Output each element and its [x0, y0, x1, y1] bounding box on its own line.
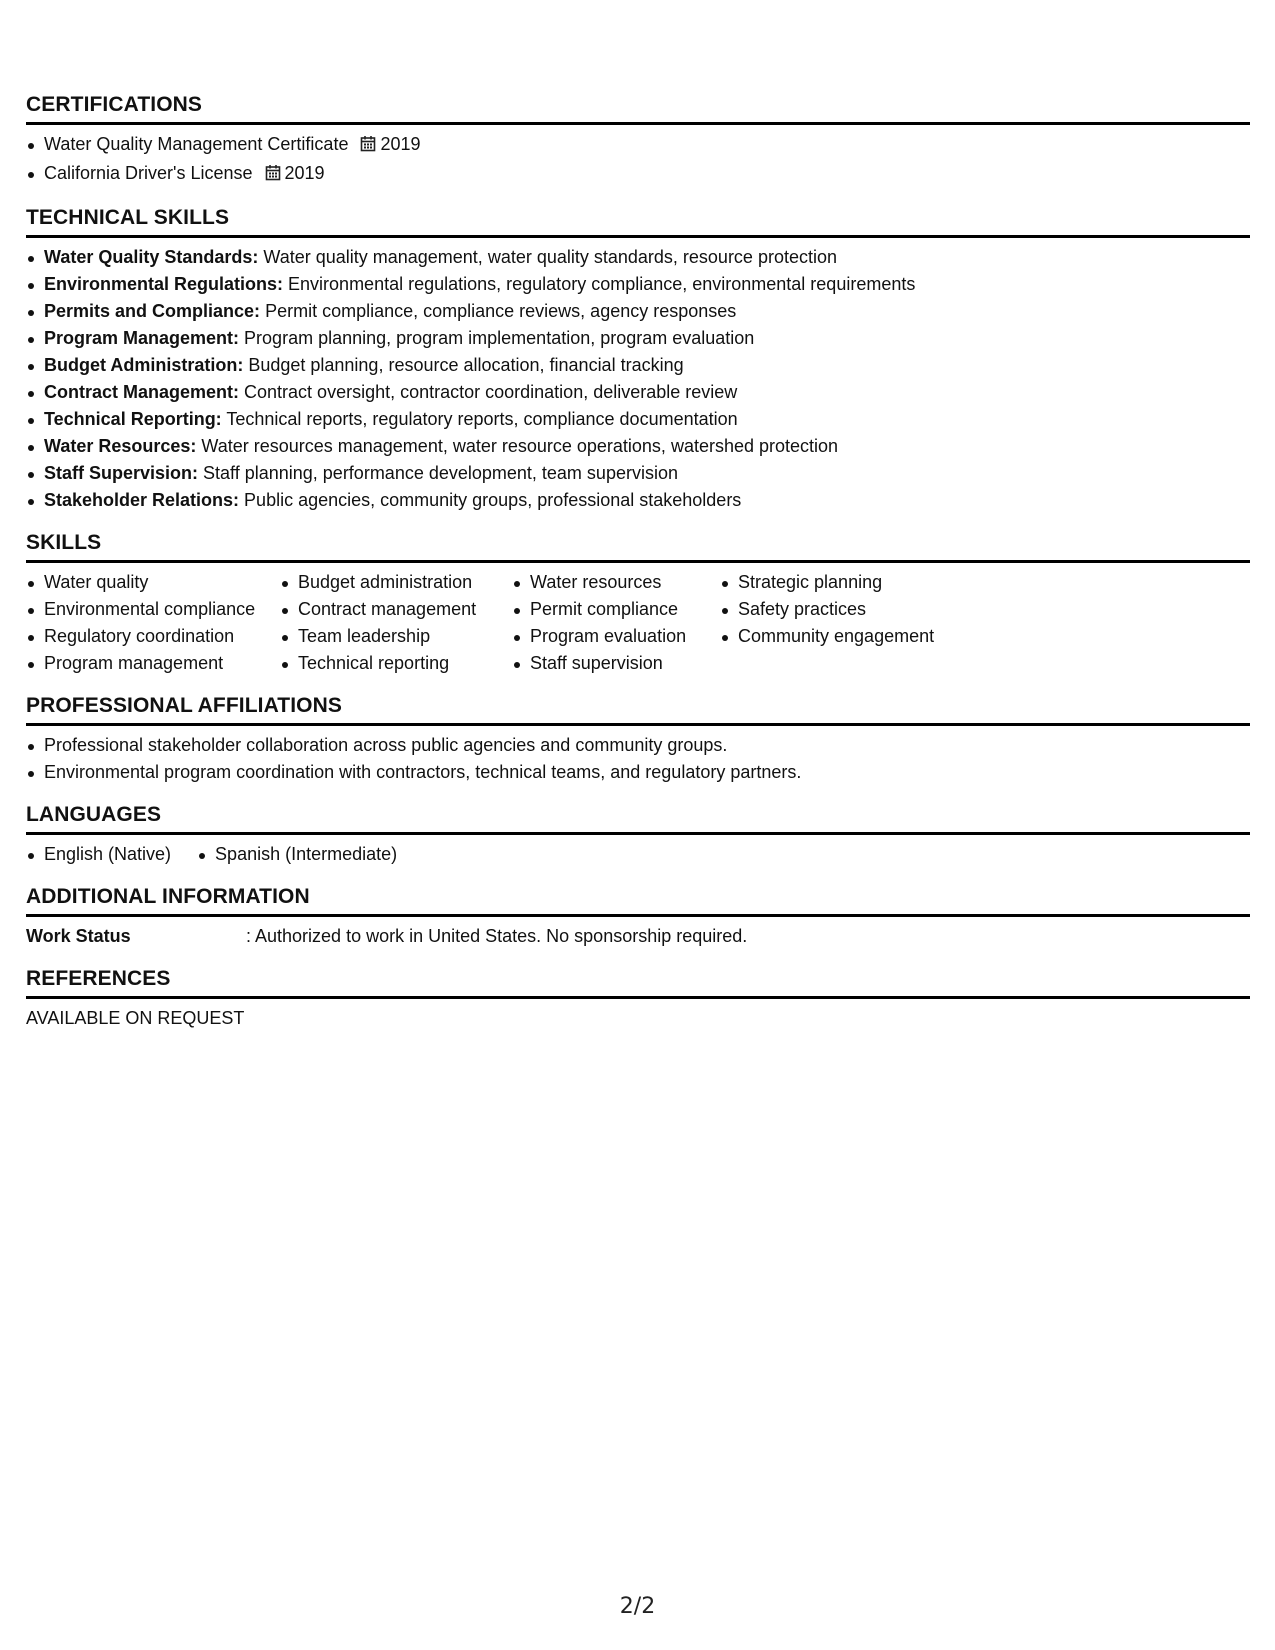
skill-item: Team leadership — [280, 623, 502, 650]
skill-category-text: Budget planning, resource allocation, financial tracking — [243, 355, 684, 375]
skill-item: Strategic planning — [720, 569, 960, 596]
section-divider — [26, 235, 1250, 238]
skill-category-text: Water resources management, water resource operations, watershed protection — [196, 436, 839, 456]
technical-skills-list — [26, 244, 1250, 514]
skill-category-text: Permit compliance, compliance reviews, agency responses — [260, 301, 737, 321]
affiliations-section — [26, 693, 1250, 786]
certification-year: 2019 — [380, 134, 421, 154]
technical-skill-item — [26, 244, 1250, 271]
skills-column — [26, 569, 270, 677]
skill-category-text: Technical reports, regulatory reports, compliance documentation — [221, 409, 738, 429]
skill-category-text: Public agencies, community groups, professional stakeholders — [239, 490, 742, 510]
skill-item: Community engagement — [720, 623, 960, 650]
section-divider — [26, 914, 1250, 917]
skill-item: Regulatory coordination — [26, 623, 270, 650]
section-title-skills: SKILLS — [26, 531, 102, 554]
resume-page — [26, 92, 1250, 1032]
skill-category-label: Permits and Compliance: — [44, 301, 261, 321]
technical-skill-item — [26, 460, 1250, 487]
technical-skill-item — [26, 406, 1250, 433]
skill-item: Water resources — [512, 569, 710, 596]
skills-section — [26, 530, 1250, 677]
technical-skill-item — [26, 271, 1250, 298]
technical-skill-item — [26, 325, 1250, 352]
skill-item: Water quality — [26, 569, 270, 596]
calendar-icon — [265, 162, 281, 189]
section-title-technical-skills: TECHNICAL SKILLS — [26, 206, 230, 229]
certification-item — [26, 131, 1250, 160]
skill-item: Staff supervision — [512, 650, 710, 677]
skill-item: Permit compliance — [512, 596, 710, 623]
work-status-row — [26, 923, 1250, 950]
skill-item: Program evaluation — [512, 623, 710, 650]
additional-info-section — [26, 884, 1250, 950]
affiliation-item: Environmental program coordination with contractors, technical teams, and regulatory partners. — [26, 759, 1250, 786]
skill-category-label: Contract Management: — [44, 382, 240, 402]
skill-category-text: Environmental regulations, regulatory compliance, environmental requirements — [283, 274, 916, 294]
skill-item: Technical reporting — [280, 650, 502, 677]
skill-category-label: Environmental Regulations: — [44, 274, 284, 294]
work-status-value: : Authorized to work in United States. No sponsorship required. — [246, 926, 748, 946]
technical-skill-item — [26, 487, 1250, 514]
certification-name: California Driver's License — [44, 163, 253, 183]
work-status-label: Work Status — [26, 926, 131, 946]
calendar-icon — [360, 133, 376, 160]
skills-column — [720, 569, 960, 677]
technical-skill-item — [26, 433, 1250, 460]
section-title-certifications: CERTIFICATIONS — [26, 93, 203, 116]
section-title-affiliations: PROFESSIONAL AFFILIATIONS — [26, 694, 342, 717]
languages-list — [26, 841, 1250, 868]
skills-column — [512, 569, 710, 677]
skill-category-label: Technical Reporting: — [44, 409, 222, 429]
references-text: AVAILABLE ON REQUEST — [26, 1008, 245, 1028]
languages-section — [26, 802, 1250, 868]
skill-category-text: Water quality management, water quality standards, resource protection — [258, 247, 837, 267]
technical-skill-item — [26, 298, 1250, 325]
skill-category-text: Program planning, program implementation, program evaluation — [239, 328, 755, 348]
section-title-languages: LANGUAGES — [26, 803, 162, 826]
skill-category-label: Staff Supervision: — [44, 463, 199, 483]
skill-item: Environmental compliance — [26, 596, 270, 623]
skill-item: Budget administration — [280, 569, 502, 596]
skill-category-label: Water Resources: — [44, 436, 197, 456]
affiliation-item: Professional stakeholder collaboration across public agencies and community groups. — [26, 732, 1250, 759]
language-item: Spanish (Intermediate) — [197, 841, 397, 868]
skill-item: Contract management — [280, 596, 502, 623]
language-item: English (Native) — [26, 841, 171, 868]
technical-skill-item — [26, 352, 1250, 379]
skill-category-text: Staff planning, performance development, team supervision — [198, 463, 678, 483]
section-title-additional-info: ADDITIONAL INFORMATION — [26, 885, 310, 908]
section-divider — [26, 122, 1250, 125]
certifications-list — [26, 131, 1250, 189]
skill-category-label: Program Management: — [44, 328, 240, 348]
affiliations-list — [26, 732, 1250, 786]
skills-column — [280, 569, 502, 677]
skill-item: Program management — [26, 650, 270, 677]
page-number: 2/2 — [619, 1594, 656, 1619]
section-title-references: REFERENCES — [26, 967, 171, 990]
skill-category-label: Water Quality Standards: — [44, 247, 259, 267]
section-divider — [26, 832, 1250, 835]
skill-category-text: Contract oversight, contractor coordination, deliverable review — [239, 382, 738, 402]
section-divider — [26, 996, 1250, 999]
section-divider — [26, 560, 1250, 563]
references-section — [26, 966, 1250, 1032]
certification-year: 2019 — [284, 163, 325, 183]
skill-category-label: Stakeholder Relations: — [44, 490, 240, 510]
skills-grid — [26, 569, 1250, 677]
skill-item: Safety practices — [720, 596, 960, 623]
skill-category-label: Budget Administration: — [44, 355, 244, 375]
certification-item — [26, 160, 1250, 189]
certifications-section — [26, 92, 1250, 189]
technical-skill-item — [26, 379, 1250, 406]
technical-skills-section — [26, 205, 1250, 514]
section-divider — [26, 723, 1250, 726]
certification-name: Water Quality Management Certificate — [44, 134, 349, 154]
